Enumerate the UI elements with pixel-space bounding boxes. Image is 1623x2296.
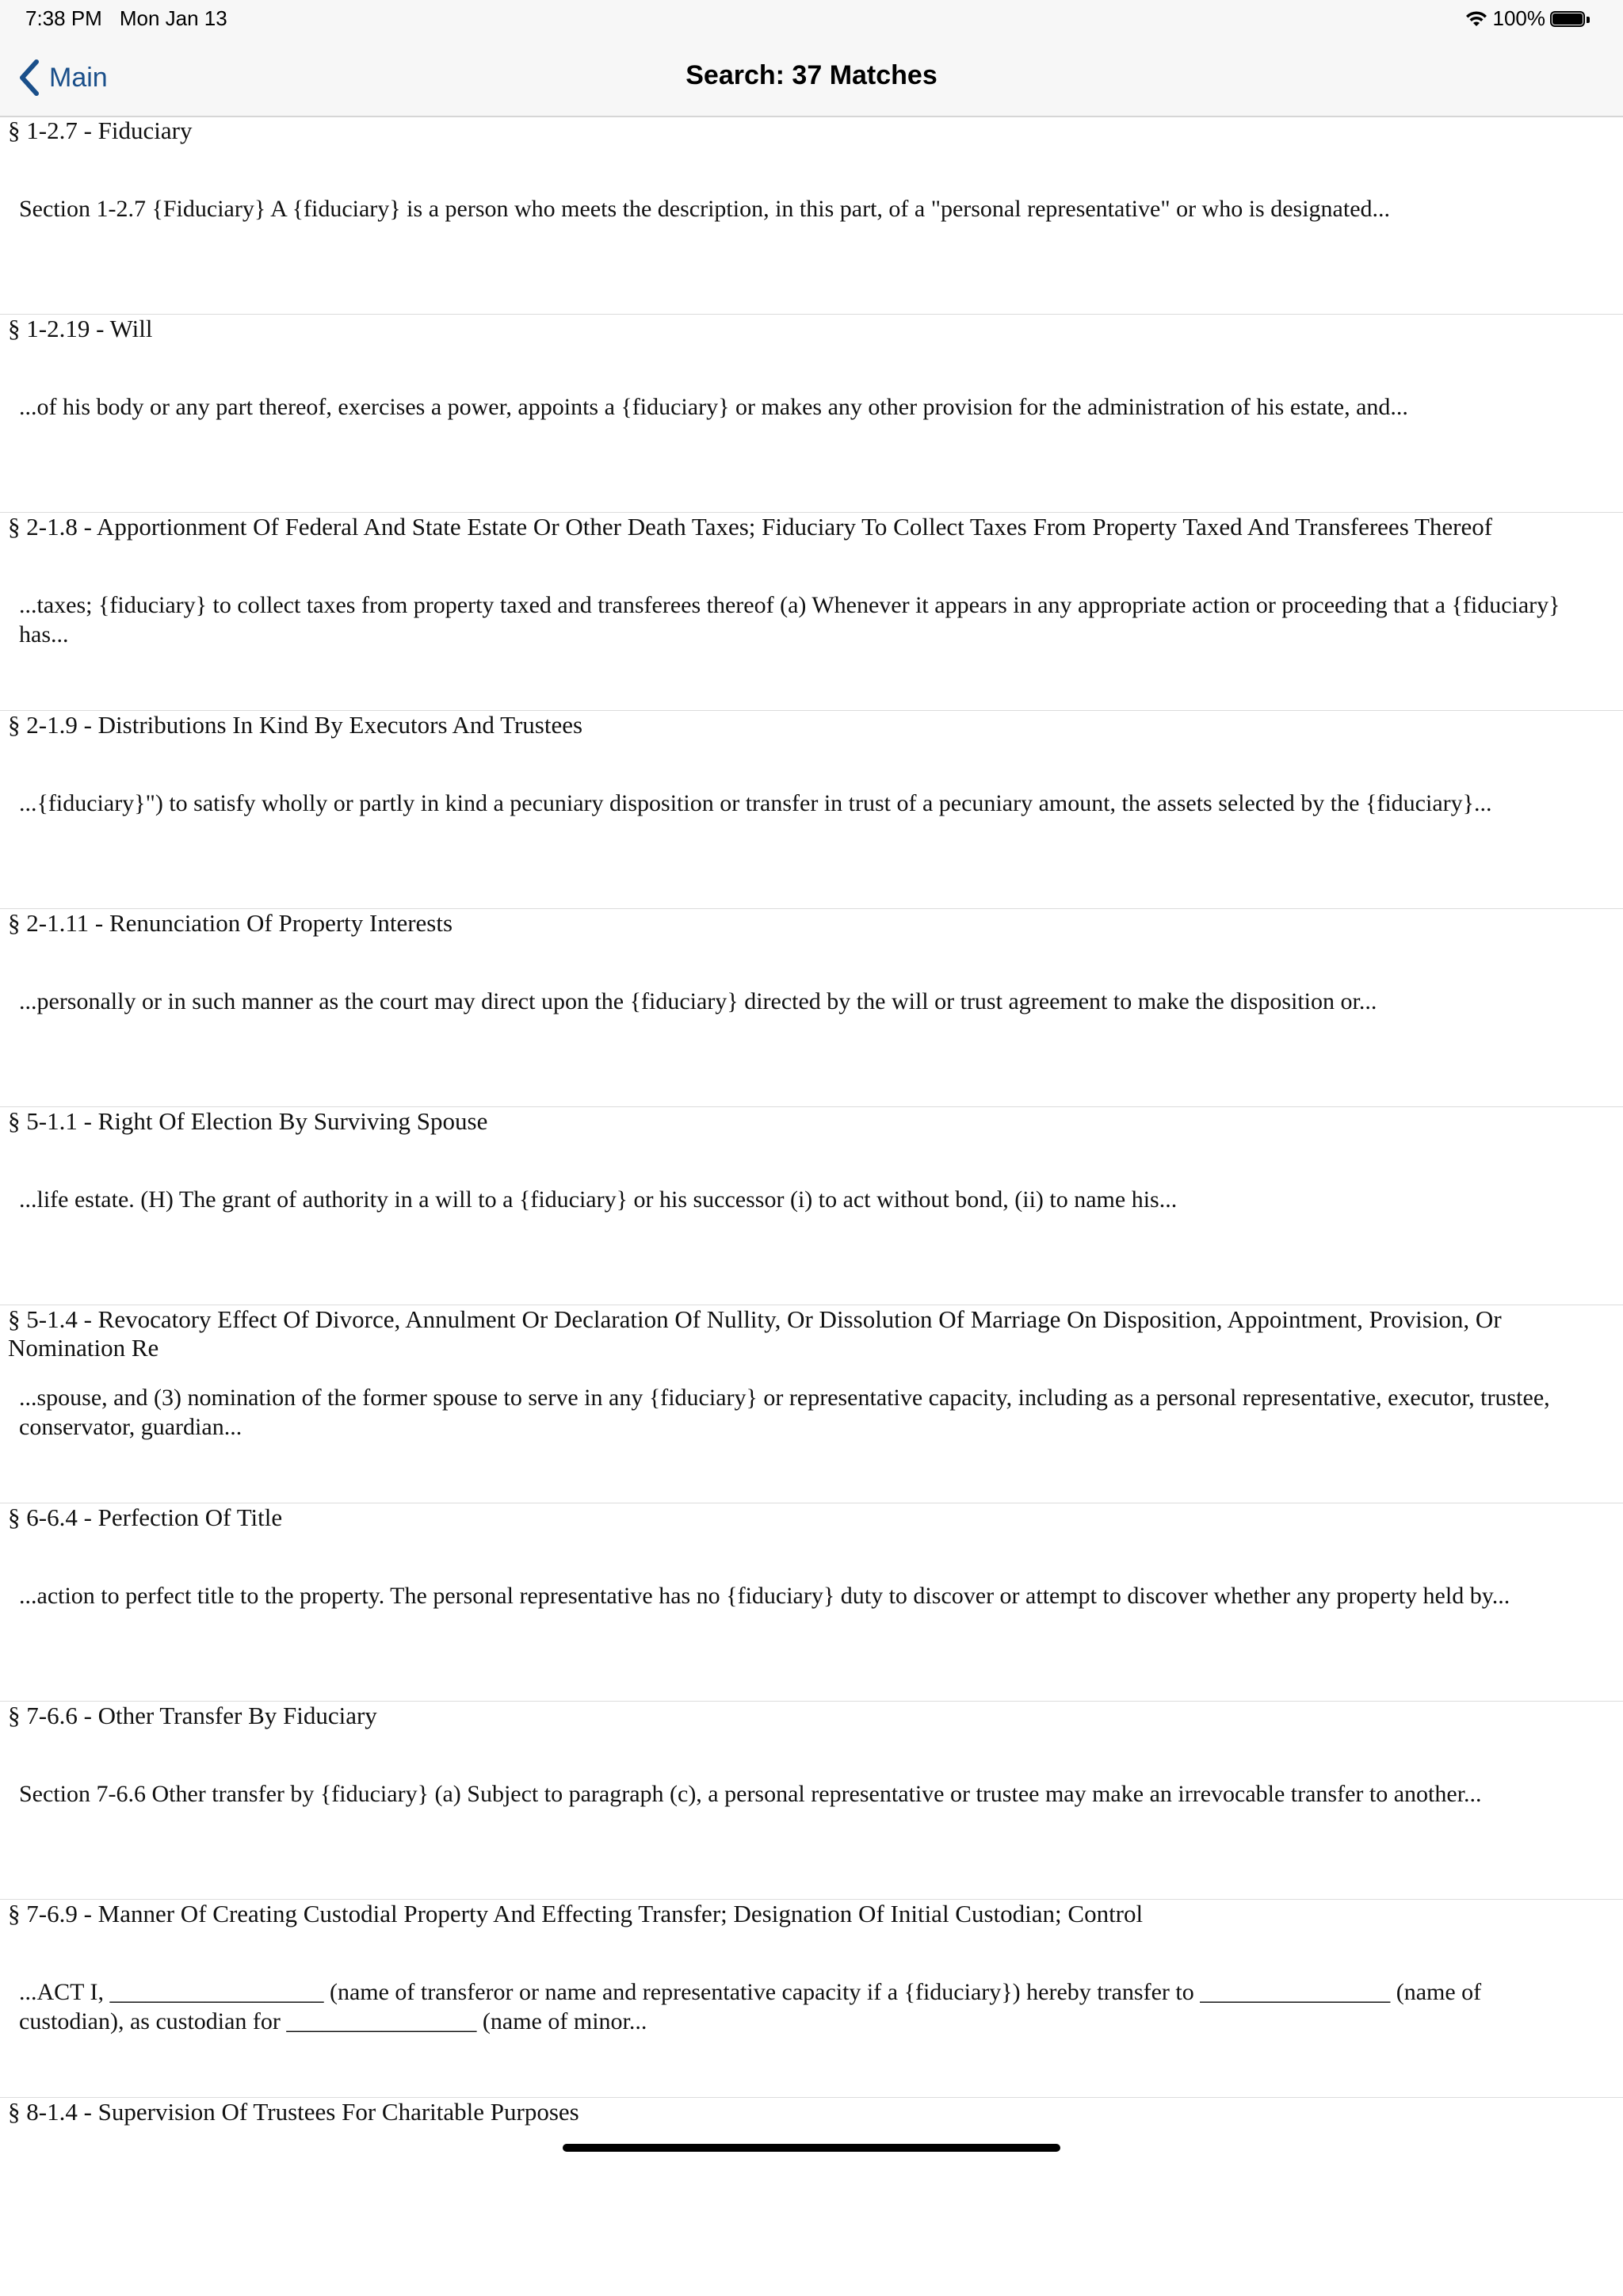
status-indicators (1465, 6, 1592, 31)
result-title: § 6-6.4 - Perfection Of Title (8, 1503, 283, 1531)
result-title: § 7-6.9 - Manner Of Creating Custodial Property And Effecting Transfer; Designation Of Initial Custodian; Control (8, 1900, 1144, 1927)
list-item[interactable] (0, 1107, 1623, 1305)
result-snippet: ...spouse, and (3) nomination of the former spouse to serve in any {fiduciary} or representative capacity, including as a personal representative, executor, trustee, conservator, guardian... (19, 1385, 1550, 1440)
status-date: Mon Jan 13 (119, 6, 227, 30)
back-button-label: Main (49, 62, 108, 93)
result-title: § 1-2.7 - Fiduciary (8, 117, 193, 144)
list-item[interactable] (0, 117, 1623, 315)
result-snippet: Section 7-6.6 Other transfer by {fiduciary} (a) Subject to paragraph (c), a personal representative or trustee may make an irrevocable transfer to another... (19, 1781, 1482, 1807)
result-title: § 1-2.19 - Will (8, 315, 153, 342)
battery-percent: 100% (1492, 6, 1545, 30)
result-snippet: ...{fiduciary}") to satisfy wholly or partly in kind a pecuniary disposition or transfer in trust of a pecuniary amount, the assets selected by the {fiduciary}... (19, 790, 1492, 816)
result-snippet: ...ACT I, __________________ (name of transferor or name and representative capacity if a {fiduciary}) hereby transfer to ________________ (name of custodian), as custodian for ________________ (name of minor... (19, 1979, 1482, 2034)
navigation-bar (0, 40, 1623, 117)
result-title: § 5-1.1 - Right Of Election By Surviving Spouse (8, 1107, 488, 1135)
result-snippet: Section 1-2.7 {Fiduciary} A {fiduciary} is a person who meets the description, in this part, of a "personal representative" or who is designated... (19, 196, 1391, 222)
status-time-date (25, 6, 227, 31)
status-bar (0, 0, 1623, 40)
result-snippet: ...personally or in such manner as the court may direct upon the {fiduciary} directed by the will or trust agreement to make the disposition or... (19, 988, 1377, 1014)
list-item[interactable] (0, 1702, 1623, 1900)
result-title: § 7-6.6 - Other Transfer By Fiduciary (8, 1702, 377, 1729)
list-item[interactable] (0, 1503, 1623, 1702)
battery-full-icon (1550, 10, 1591, 29)
wifi-icon (1465, 10, 1488, 29)
list-item[interactable] (0, 909, 1623, 1107)
home-indicator[interactable] (563, 2144, 1060, 2152)
list-item[interactable] (0, 315, 1623, 513)
result-title: § 2-1.8 - Apportionment Of Federal And State Estate Or Other Death Taxes; Fiduciary To Collect Taxes From Property Taxed And Transferees Thereof (8, 513, 1493, 541)
result-snippet: ...of his body or any part thereof, exercises a power, appoints a {fiduciary} or makes any other provision for the administration of his estate, and... (19, 394, 1408, 420)
status-time: 7:38 PM (25, 6, 102, 30)
page-title: Search: 37 Matches (685, 60, 938, 90)
result-title: § 5-1.4 - Revocatory Effect Of Divorce, Annulment Or Declaration Of Nullity, Or Dissolution Of Marriage On Disposition, Appointment, Provision, Or Nomination Re (8, 1305, 1502, 1362)
result-snippet: ...life estate. (H) The grant of authority in a will to a {fiduciary} or his successor (i) to act without bond, (ii) to name his... (19, 1186, 1178, 1213)
result-title: § 2-1.9 - Distributions In Kind By Executors And Trustees (8, 711, 583, 739)
result-snippet: ...taxes; {fiduciary} to collect taxes from property taxed and transferees thereof (a) Whenever it appears in any appropriate action or proceeding that a {fiduciary} has... (19, 592, 1560, 648)
list-item[interactable] (0, 1305, 1623, 1503)
list-item[interactable] (0, 2098, 1623, 2296)
search-results-list (0, 117, 1623, 2296)
result-snippet: ...action to perfect title to the property. The personal representative has no {fiduciary} duty to discover or attempt to discover whether any property held by... (19, 1583, 1510, 1609)
list-item[interactable] (0, 711, 1623, 909)
list-item[interactable] (0, 1900, 1623, 2098)
result-title: § 8-1.4 - Supervision Of Trustees For Charitable Purposes (8, 2098, 579, 2126)
result-title: § 2-1.11 - Renunciation Of Property Interests (8, 909, 453, 937)
list-item[interactable] (0, 513, 1623, 711)
